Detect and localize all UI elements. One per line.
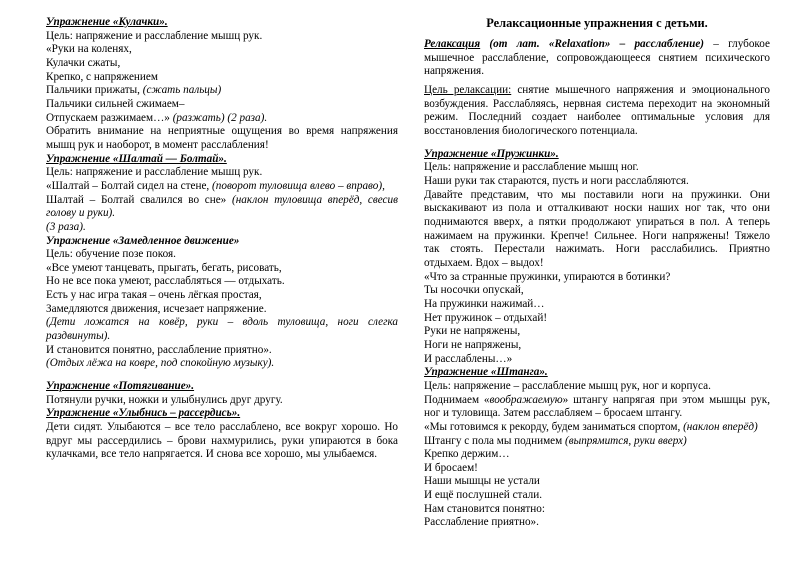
goal-label: Цель релаксации: [424, 84, 512, 97]
body-paragraph: Наши руки так стараются, пусть и ноги расслабляются. [424, 175, 689, 188]
term-latin: (от лат. «Relaxation» – расслабление) [480, 38, 705, 51]
poem-text: Пальчики прижаты, [46, 84, 140, 97]
poem-line: Крепко держим… [424, 448, 510, 461]
exercise-heading-shtanga: Упражнение «Штанга». [424, 366, 548, 379]
poem-line: И бросаем! [424, 461, 478, 474]
body-paragraph: Давайте представим, что мы поставили ноги на пружинки. Они выскакивают из пола и отталкивают носки наших ног так, что они поднимаются вверх, а пятки продолжают упираться в пол. А теперь нажимаем на пружинки. Крепче! Сильнее. Ноги напряжены! Тяжело так стоять. Перестали нажимать. Ноги расслабились. Приятно отдыхаем. Вдох – выдох! [424, 188, 770, 269]
spacer [46, 371, 398, 380]
poem-line [424, 421, 770, 435]
goal-kulachki [46, 30, 398, 44]
poem-line: Крепко, с напряжением [46, 70, 158, 83]
poem-line [46, 112, 398, 126]
relaxation-definition [424, 38, 770, 79]
body-paragraph [424, 394, 770, 421]
exercise-heading-ulybnis: Упражнение «Улыбнись – рассердись». [46, 407, 241, 420]
poem-line: Руки не напряжены, [424, 325, 521, 338]
poem-line: Наши мышцы не устали [424, 475, 540, 488]
poem-line: И расслаблены…» [424, 352, 513, 365]
note-paragraph: Обратить внимание на неприятные ощущения во время напряжения мышц рук и наоборот, в момент расслабления! [46, 125, 398, 151]
body-text: Поднимаем « [424, 393, 490, 406]
goal-text: снятие мышечного напряжения и эмоционального возбуждения. Расслабляясь, нервная система переходит на экономный режим. Последний создает наиболее оптимальные условия для восстановления биологического потенциала. [424, 84, 770, 138]
poem-line: Но не все пока умеют, расслабляться — отдыхать. [46, 275, 285, 288]
exercise-heading-pruzhinki: Упражнение «Пружинки». [424, 147, 559, 160]
poem-line [46, 84, 398, 98]
poem-line: «Руки на коленях, [46, 43, 132, 56]
body-text-cont: » штангу напрягая при этом мышцы рук, ног и туловища. Затем расслабляем – бросаем штангу. [424, 393, 770, 420]
relaxation-goal [424, 84, 770, 139]
poem-line: Нет пружинок – отдыхай! [424, 311, 548, 324]
poem-line [46, 194, 398, 221]
poem-line: Кулачки сжаты, [46, 56, 121, 69]
goal-zamedlennoe: Цель: обучение позе покоя. [46, 248, 176, 261]
stage-direction: (наклон туловища вперёд, свесив голову и руки). [46, 193, 398, 220]
goal-label: Цель: [46, 166, 73, 179]
poem-line: «Что за странные пружинки, упираются в ботинки? [424, 270, 671, 283]
goal-text: напряжение и расслабление мышц рук. [72, 29, 263, 42]
stage-direction: (наклон вперёд) [680, 420, 758, 433]
goal-shaltay [46, 166, 398, 180]
goal-label: Цель: [46, 29, 73, 42]
exercise-heading-potyagivanie: Упражнение «Потягивание». [46, 380, 195, 393]
poem-line: Нам становится понятно: [424, 502, 545, 515]
poem-line: Ноги не напряжены, [424, 338, 522, 351]
poem-line [424, 435, 770, 449]
exercise-heading-zamedlennoe: Упражнение «Замедленное движение» [46, 234, 240, 247]
poem-line: Ты носочки опускай, [424, 284, 524, 297]
poem-line [46, 180, 398, 194]
exercise-heading-kulachki: Упражнение «Кулачки». [46, 16, 168, 28]
stage-direction: (выпрямится, руки вверх) [562, 434, 687, 447]
term-definition-text: – глубокое мышечное расслабление, сопровождающееся снятием психического напряжения. [424, 38, 770, 78]
poem-line: И ещё послушней стали. [424, 489, 542, 502]
poem-line: И становится понятно, расслабление приятно». [46, 343, 272, 356]
stage-direction: (разжать) (2 раза). [169, 111, 268, 124]
goal-shtanga: Цель: напряжение – расслабление мышц рук, ног и корпуса. [424, 379, 711, 392]
left-column [46, 16, 398, 555]
poem-line: На пружинки нажимай… [424, 297, 545, 310]
poem-line: Есть у нас игра такая – очень лёгкая простая, [46, 289, 262, 302]
goal-pruzhinki: Цель: напряжение и расслабление мышц ног. [424, 161, 639, 174]
poem-text: Отпускаем разжимаем…» [46, 111, 170, 124]
poem-line: Расслабление приятно». [424, 516, 539, 529]
poem-text: «Мы готовимся к рекорду, будем заниматься спортом, [424, 420, 681, 433]
stage-direction: (Отдых лёжа на ковре, под спокойную музыку). [46, 357, 275, 370]
poem-line: «Все умеют танцевать, прыгать, бегать, рисовать, [46, 261, 282, 274]
goal-text: напряжение и расслабление мышц рук. [72, 166, 263, 179]
exercise-heading-shaltay: Упражнение «Шалтай — Болтай». [46, 152, 227, 165]
stage-direction: (поворот туловища влево – вправо), [209, 179, 385, 192]
poem-line: Пальчики сильней сжимаем– [46, 97, 185, 110]
term-relaxation: Релаксация [424, 38, 481, 51]
poem-text: Шалтай – Болтай свалился во сне» [46, 193, 227, 206]
stage-direction: (Дети ложатся на ковёр, руки – вдоль туловища, ноги слегка раздвинуты). [46, 316, 398, 343]
body-paragraph: Дети сидят. Улыбаются – все тело расслаблено, все вокруг хорошо. Но вдруг мы рассердились – брови нахмурились, руки упираются в бока кулачками, все тело напрягается. И снова все хорошо, мы улыбаемся. [46, 421, 398, 461]
spacer [424, 139, 770, 148]
page-title: Релаксационные упражнения с детьми. [486, 16, 708, 30]
repeat-count: (3 раза). [46, 220, 86, 233]
poem-line: Замедляются движения, исчезает напряжение. [46, 302, 267, 315]
emphasis-text: воображаемую [489, 393, 563, 406]
body-paragraph: Потянули ручки, ножки и улыбнулись друг другу. [46, 393, 283, 406]
stage-direction: (сжать пальцы) [139, 84, 222, 97]
poem-text: «Шалтай – Болтай сидел на стене, [46, 179, 210, 192]
poem-text: Штангу с пола мы поднимем [424, 434, 563, 447]
right-column [424, 16, 770, 555]
